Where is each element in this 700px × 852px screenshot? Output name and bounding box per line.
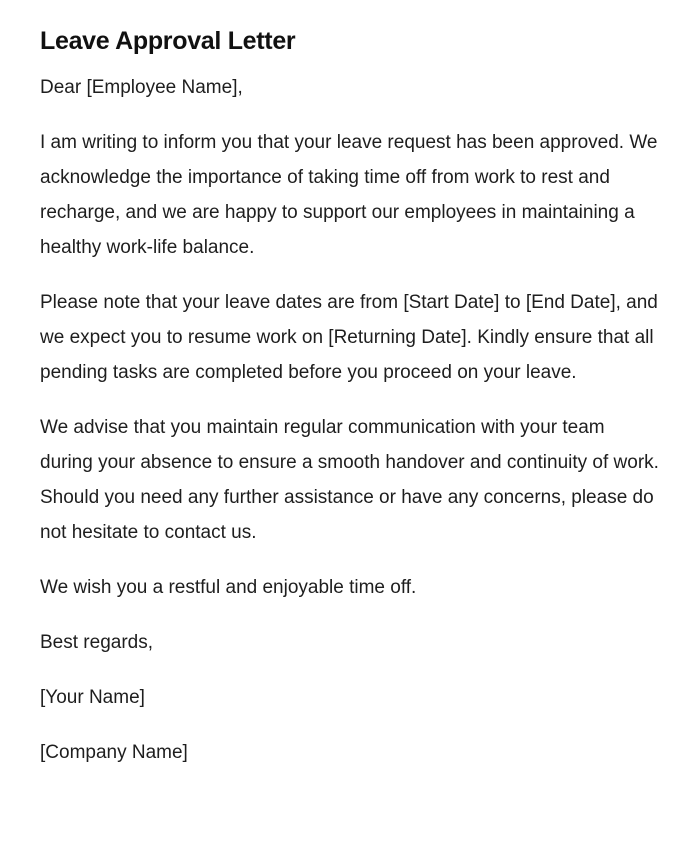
- letter-paragraph-dates: Please note that your leave dates are from [Start Date] to [End Date], and we expect you to resume work on [Returning Date]. Kindly ensure that all pending tasks are completed before you proceed on your leave.: [40, 292, 658, 383]
- letter-sender-name: [Your Name]: [40, 687, 145, 708]
- letter-company-name: [Company Name]: [40, 742, 188, 763]
- letter-title: Leave Approval Letter: [40, 27, 296, 55]
- letter-paragraph-wishes: We wish you a restful and enjoyable time off.: [40, 577, 417, 598]
- letter-salutation: Dear [Employee Name],: [40, 77, 243, 98]
- letter-closing: Best regards,: [40, 632, 153, 653]
- letter-paragraph-communication: We advise that you maintain regular communication with your team during your absence to ensure a smooth handover and continuity of work. Should you need any further assistance or have any concerns, please do not hesitate to contact us.: [40, 417, 659, 543]
- letter-paragraph-approval: I am writing to inform you that your leave request has been approved. We acknowledge the importance of taking time off from work to rest and recharge, and we are happy to support our employees in maintaining a healthy work-life balance.: [40, 132, 658, 258]
